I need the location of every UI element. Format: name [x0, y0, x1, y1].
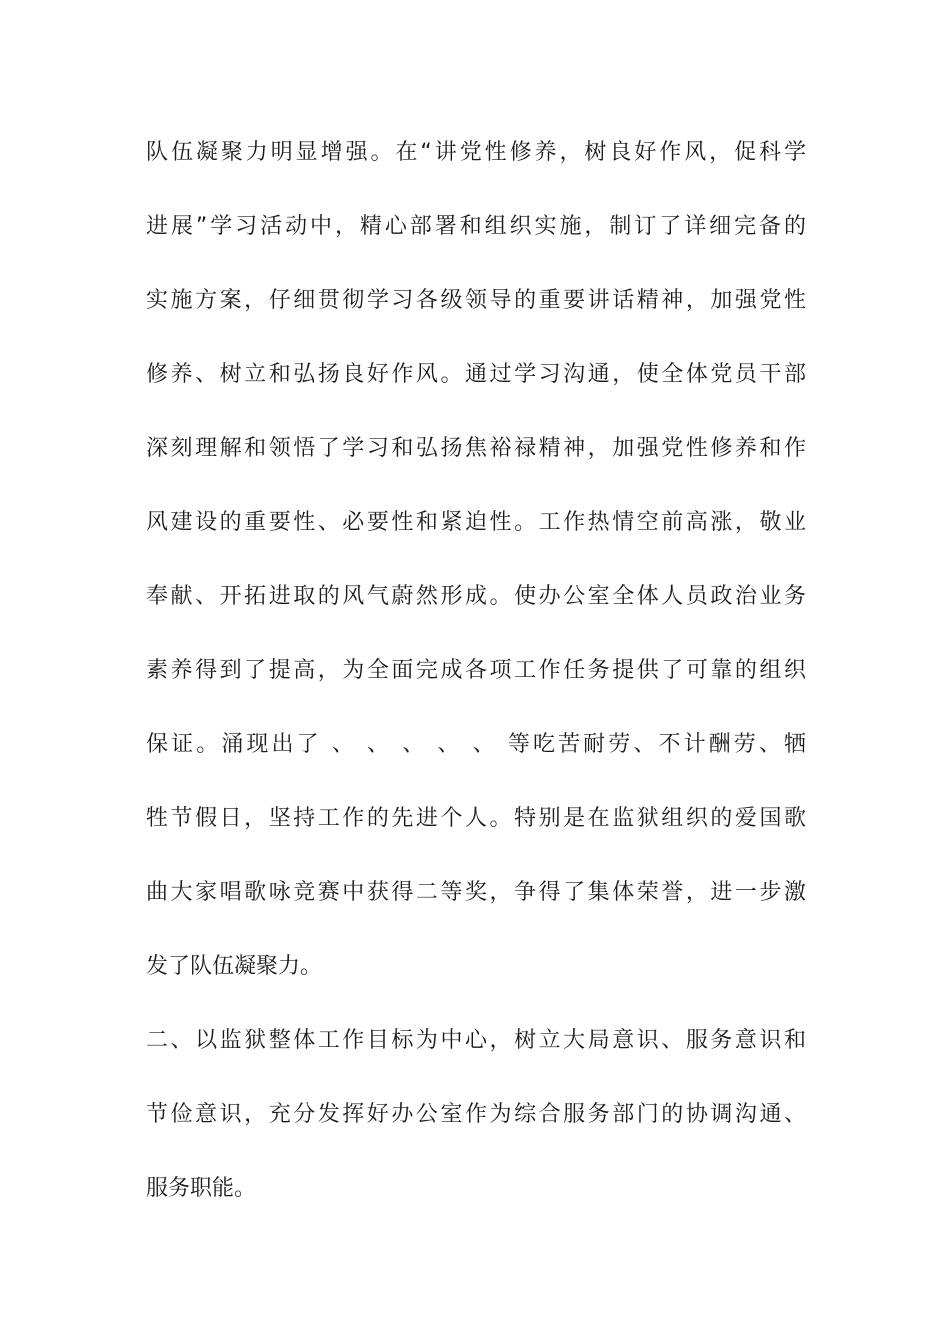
body-text: [146, 128, 806, 1238]
text-line: 发了队伍凝聚力。: [146, 954, 323, 979]
section-heading-line: 服务职能。: [146, 1176, 257, 1201]
text-line: 曲大家唱歌咏竞赛中获得二等奖，争得了集体荣誉，进一步激: [146, 880, 806, 905]
text-line: 牲节假日，坚持工作的先进个人。特别是在监狱组织的爱国歌: [146, 806, 806, 831]
text-line: 风建设的重要性、必要性和紧迫性。工作热情空前高涨，敬业: [146, 510, 806, 535]
text-line: 深刻理解和领悟了学习和弘扬焦裕禄精神，加强党性修养和作: [146, 436, 806, 461]
text-line: 保证。涌现出了 、 、 、 、 、 等吃苦耐劳、不计酬劳、牺: [146, 732, 806, 757]
text-line: 进展”学习活动中，精心部署和组织实施，制订了详细完备的: [146, 214, 806, 239]
text-line: 奉献、开拓进取的风气蔚然形成。使办公室全体人员政治业务: [146, 584, 806, 609]
section-heading-line: 节俭意识，充分发挥好办公室作为综合服务部门的协调沟通、: [146, 1102, 806, 1127]
text-line: 素养得到了提高，为全面完成各项工作任务提供了可靠的组织: [146, 658, 806, 683]
section-heading-line: 二、以监狱整体工作目标为中心，树立大局意识、服务意识和: [146, 1028, 806, 1053]
text-line: 队伍凝聚力明显增强。在“讲党性修养，树良好作风，促科学: [146, 140, 806, 165]
text-line: 修养、树立和弘扬良好作风。通过学习沟通，使全体党员干部: [146, 362, 806, 387]
text-line: 实施方案，仔细贯彻学习各级领导的重要讲话精神，加强党性: [146, 288, 806, 313]
